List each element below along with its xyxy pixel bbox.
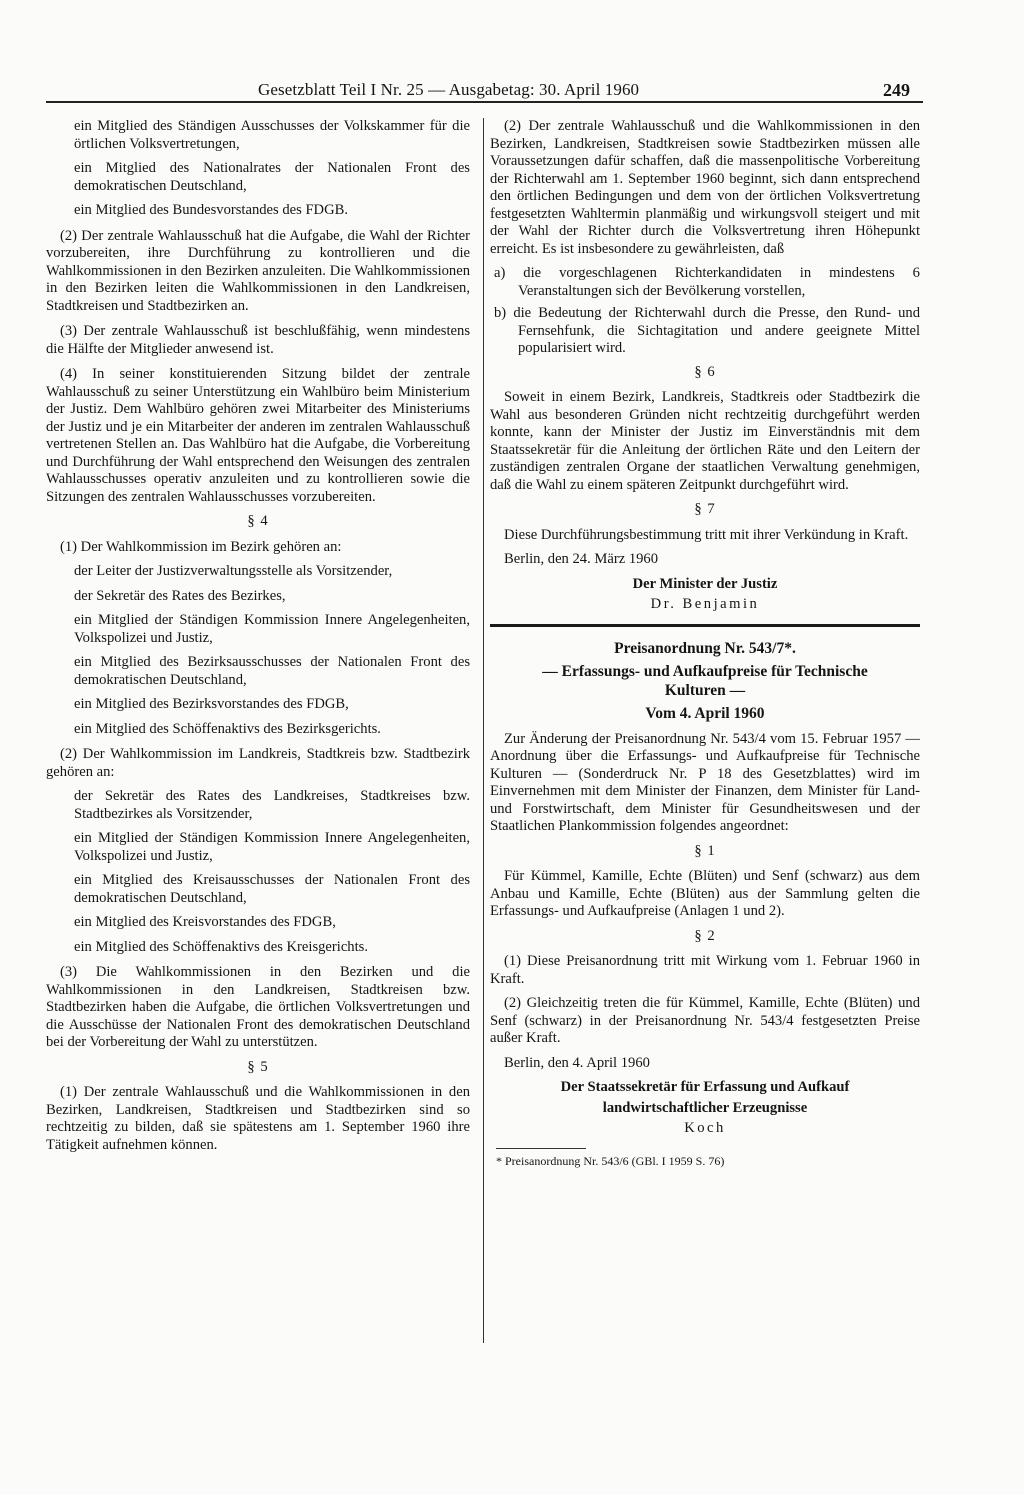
order-date: Vom 4. April 1960 [645, 704, 765, 722]
paragraph-3-4: (4) In seiner konstituierenden Sitzung bildet der zentrale Wahlausschuß zu seiner Unterstützung ein Wahlbüro beim Ministerium der Justiz. Dem Wahlbüro gehören zwei Mitarbeiter des Ministeriums der Justiz und je ein Mitarbeiter der anderen im zentralen Wahlausschuß vertretenen Stellen an. Das Wahlbüro hat die Aufgabe, die Vorbereitung und Durchführung der Wahl entsprechend den Weisungen des zentralen Wahlausschusses operativ anzuleiten und zu kontrollieren sowie die Sitzungen des zentralen Wahlausschusses vorzubereiten. [46, 366, 470, 505]
paragraph-5-1: (1) Der zentrale Wahlausschuß und die Wahlkommissionen in den Bezirken, Landkreisen, Stadtkreisen und Stadtbezirken sind so rechtzeitig zu bilden, daß sie spätestens am 1. September 1960 ihre Tätigkeit aufnehmen können. [46, 1084, 470, 1153]
order-paragraph-2-1: (1) Diese Preisanordnung tritt mit Wirkung vom 1. Februar 1960 in Kraft. [490, 953, 920, 987]
member-item: ein Mitglied der Ständigen Kommission Innere Angelegenheiten, Volkspolizei und Justiz, [74, 612, 470, 646]
section-heading-5: § 5 [247, 1058, 269, 1075]
member-item: ein Mitglied des Nationalrates der Nationalen Front des demokratischen Deutschland, [74, 160, 470, 194]
order-section-heading-2: § 2 [694, 927, 716, 944]
paragraph-4-1: (1) Der Wahlkommission im Bezirk gehören an: [60, 538, 342, 555]
paragraph-3-3: (3) Der zentrale Wahlausschuß ist beschlußfähig, wenn mindestens die Hälfte der Mitglieder anwesend ist. [46, 323, 470, 357]
signer-title: landwirtschaftlicher Erzeugnisse [602, 1099, 808, 1116]
member-item: ein Mitglied des Kreisvorstandes des FDGB, [74, 914, 336, 930]
list-item-a [490, 265, 920, 300]
member-item: der Sekretär des Rates des Landkreises, Stadtkreises bzw. Stadtbezirkes als Vorsitzender, [74, 788, 470, 822]
footnote-text: * Preisanordnung Nr. 543/6 (GBl. I 1959 S. 76) [496, 1153, 725, 1168]
place-date: Berlin, den 24. März 1960 [504, 551, 659, 567]
place-date: Berlin, den 4. April 1960 [504, 1054, 650, 1071]
member-item: der Sekretär des Rates des Bezirkes, [74, 587, 286, 604]
footnote-rule [496, 1148, 586, 1149]
order-paragraph-1: Für Kümmel, Kamille, Echte (Blüten) und Senf (schwarz) aus dem Anbau und Kamille, Echte (Blüten) aus der Sammlung gelten die Erfassungs- und Aufkaufpreise (Anlagen 1 und 2). [490, 868, 920, 919]
member-item: ein Mitglied des Bezirksausschusses der Nationalen Front des demokratischen Deutschland, [74, 654, 470, 688]
paragraph-4-2: (2) Der Wahlkommission im Landkreis, Stadtkreis bzw. Stadtbezirk gehören an: [46, 746, 470, 780]
order-section-heading-1: § 1 [694, 842, 716, 859]
header-rule [46, 101, 923, 103]
list-marker: b) [494, 305, 507, 321]
left-column [46, 118, 470, 1161]
right-column [490, 118, 920, 1170]
footnote [490, 1148, 920, 1171]
paragraph-3-2: (2) Der zentrale Wahlausschuß hat die Aufgabe, die Wahl der Richter vorzubereiten, ihre Durchführung zu kontrollieren und die Wahlkommissionen in den Bezirken anzuleiten. Die Wahlkommissionen in den Bezirken leiten die Wahlkommissionen in den Landkreisen, Stadtkreisen und Stadtbezirken an. [46, 227, 470, 314]
signer-title: Der Staatssekretär für Erfassung und Aufkauf [560, 1079, 850, 1095]
member-item: ein Mitglied des Schöffenaktivs des Kreisgerichts. [74, 938, 368, 955]
member-item: ein Mitglied des Ständigen Ausschusses der Volkskammer für die örtlichen Volksvertretungen, [74, 118, 470, 152]
section-rule [490, 624, 920, 627]
signer-title: Der Minister der Justiz [632, 575, 778, 592]
signer-name: Koch [684, 1120, 726, 1136]
paragraph-5-2: (2) Der zentrale Wahlausschuß und die Wahlkommissionen in den Bezirken, Landkreisen, Stadtkreisen sowie Stadtbezirken müssen alle Voraussetzungen dafür schaffen, daß die massenpolitische Vorbereitung der Richterwahl am 1. September 1960 beginnt, sich dann entsprechend den örtlichen Bedingungen und dem von der örtlichen Volksvertretung festgesetzten Wahltermin planmäßig und wirkungsvoll steigert und mit der Wahl der Richter durch die Volksvertretung ihren Höhepunkt erreicht. Es ist insbesondere zu gewährleisten, daß [490, 118, 920, 257]
list-text: die vorgeschlagenen Richterkandidaten in mindestens 6 Veranstaltungen sich der Bevölkerung vorstellen, [518, 265, 920, 299]
order-intro: Zur Änderung der Preisanordnung Nr. 543/4 vom 15. Februar 1957 — Anordnung über die Erfassungs- und Aufkaufpreise für Technische Kulturen — (Sonderdruck Nr. P 18 des Gesetzblattes) wird im Einvernehmen mit dem Minister der Finanzen, dem Minister für Land- und Forstwirtschaft, dem Minister für Gesundheitswesen und der Staatlichen Plankommission folgendes angeordnet: [490, 730, 920, 834]
paragraph-4-3: (3) Die Wahlkommissionen in den Bezirken und die Wahlkommissionen in den Landkreisen, Stadtkreisen bzw. Stadtbezirken haben die Aufgabe, die örtlichen Volksvertretungen und die Ausschüsse der Nationalen Front des demokratischen Deutschland bei der Vorbereitung der Wahl zu unterstützen. [46, 964, 470, 1050]
member-item: ein Mitglied des Bezirksvorstandes des FDGB, [74, 696, 349, 712]
page-number: 249 [883, 80, 910, 100]
order-paragraph-2-2: (2) Gleichzeitig treten die für Kümmel, Kamille, Echte (Blüten) und Senf (schwarz) in der Preisanordnung Nr. 543/4 festgesetzten Preise außer Kraft. [490, 995, 920, 1046]
list-marker: a) [494, 265, 506, 281]
member-item: ein Mitglied des Schöffenaktivs des Bezirksgerichts. [74, 720, 381, 737]
list-text: die Bedeutung der Richterwahl durch die Presse, den Rund- und Fernsehfunk, die Sichtagitation und andere geeignete Mittel popularisiert wird. [513, 305, 920, 356]
section-heading-4: § 4 [247, 513, 269, 529]
member-item: der Leiter der Justizverwaltungsstelle als Vorsitzender, [74, 563, 393, 579]
header-title: Gesetzblatt Teil I Nr. 25 — Ausgabetag: 30. April 1960 [258, 80, 640, 99]
section-heading-7: § 7 [694, 501, 716, 517]
member-item: ein Mitglied des Bundesvorstandes des FDGB. [74, 202, 349, 218]
signer-name: Dr. Benjamin [650, 596, 760, 612]
section-heading-6: § 6 [694, 363, 716, 380]
order-title: Preisanordnung Nr. 543/7*. [614, 639, 796, 657]
list-item-b [490, 305, 920, 358]
member-item: ein Mitglied des Kreisausschusses der Nationalen Front des demokratischen Deutschland, [74, 872, 470, 906]
column-divider [483, 118, 484, 1343]
member-item: ein Mitglied der Ständigen Kommission Innere Angelegenheiten, Volkspolizei und Justiz, [74, 830, 470, 864]
order-subtitle: — Erfassungs- und Aufkaufpreise für Technische Kulturen — [542, 662, 868, 699]
paragraph-7: Diese Durchführungsbestimmung tritt mit ihrer Verkündung in Kraft. [504, 526, 909, 543]
paragraph-6: Soweit in einem Bezirk, Landkreis, Stadtkreis oder Stadtbezirk die Wahl aus besonderen Gründen nicht rechtzeitig durchgeführt werden konnte, kann der Minister der Justiz im Einverständnis mit dem Staatssekretär für die Anleitung der örtlichen Räte und den Leitern der zuständigen zentralen Organe der staatlichen Verwaltung genehmigen, daß die Wahl zu einem späteren Zeitpunkt durchgeführt wird. [490, 389, 920, 493]
